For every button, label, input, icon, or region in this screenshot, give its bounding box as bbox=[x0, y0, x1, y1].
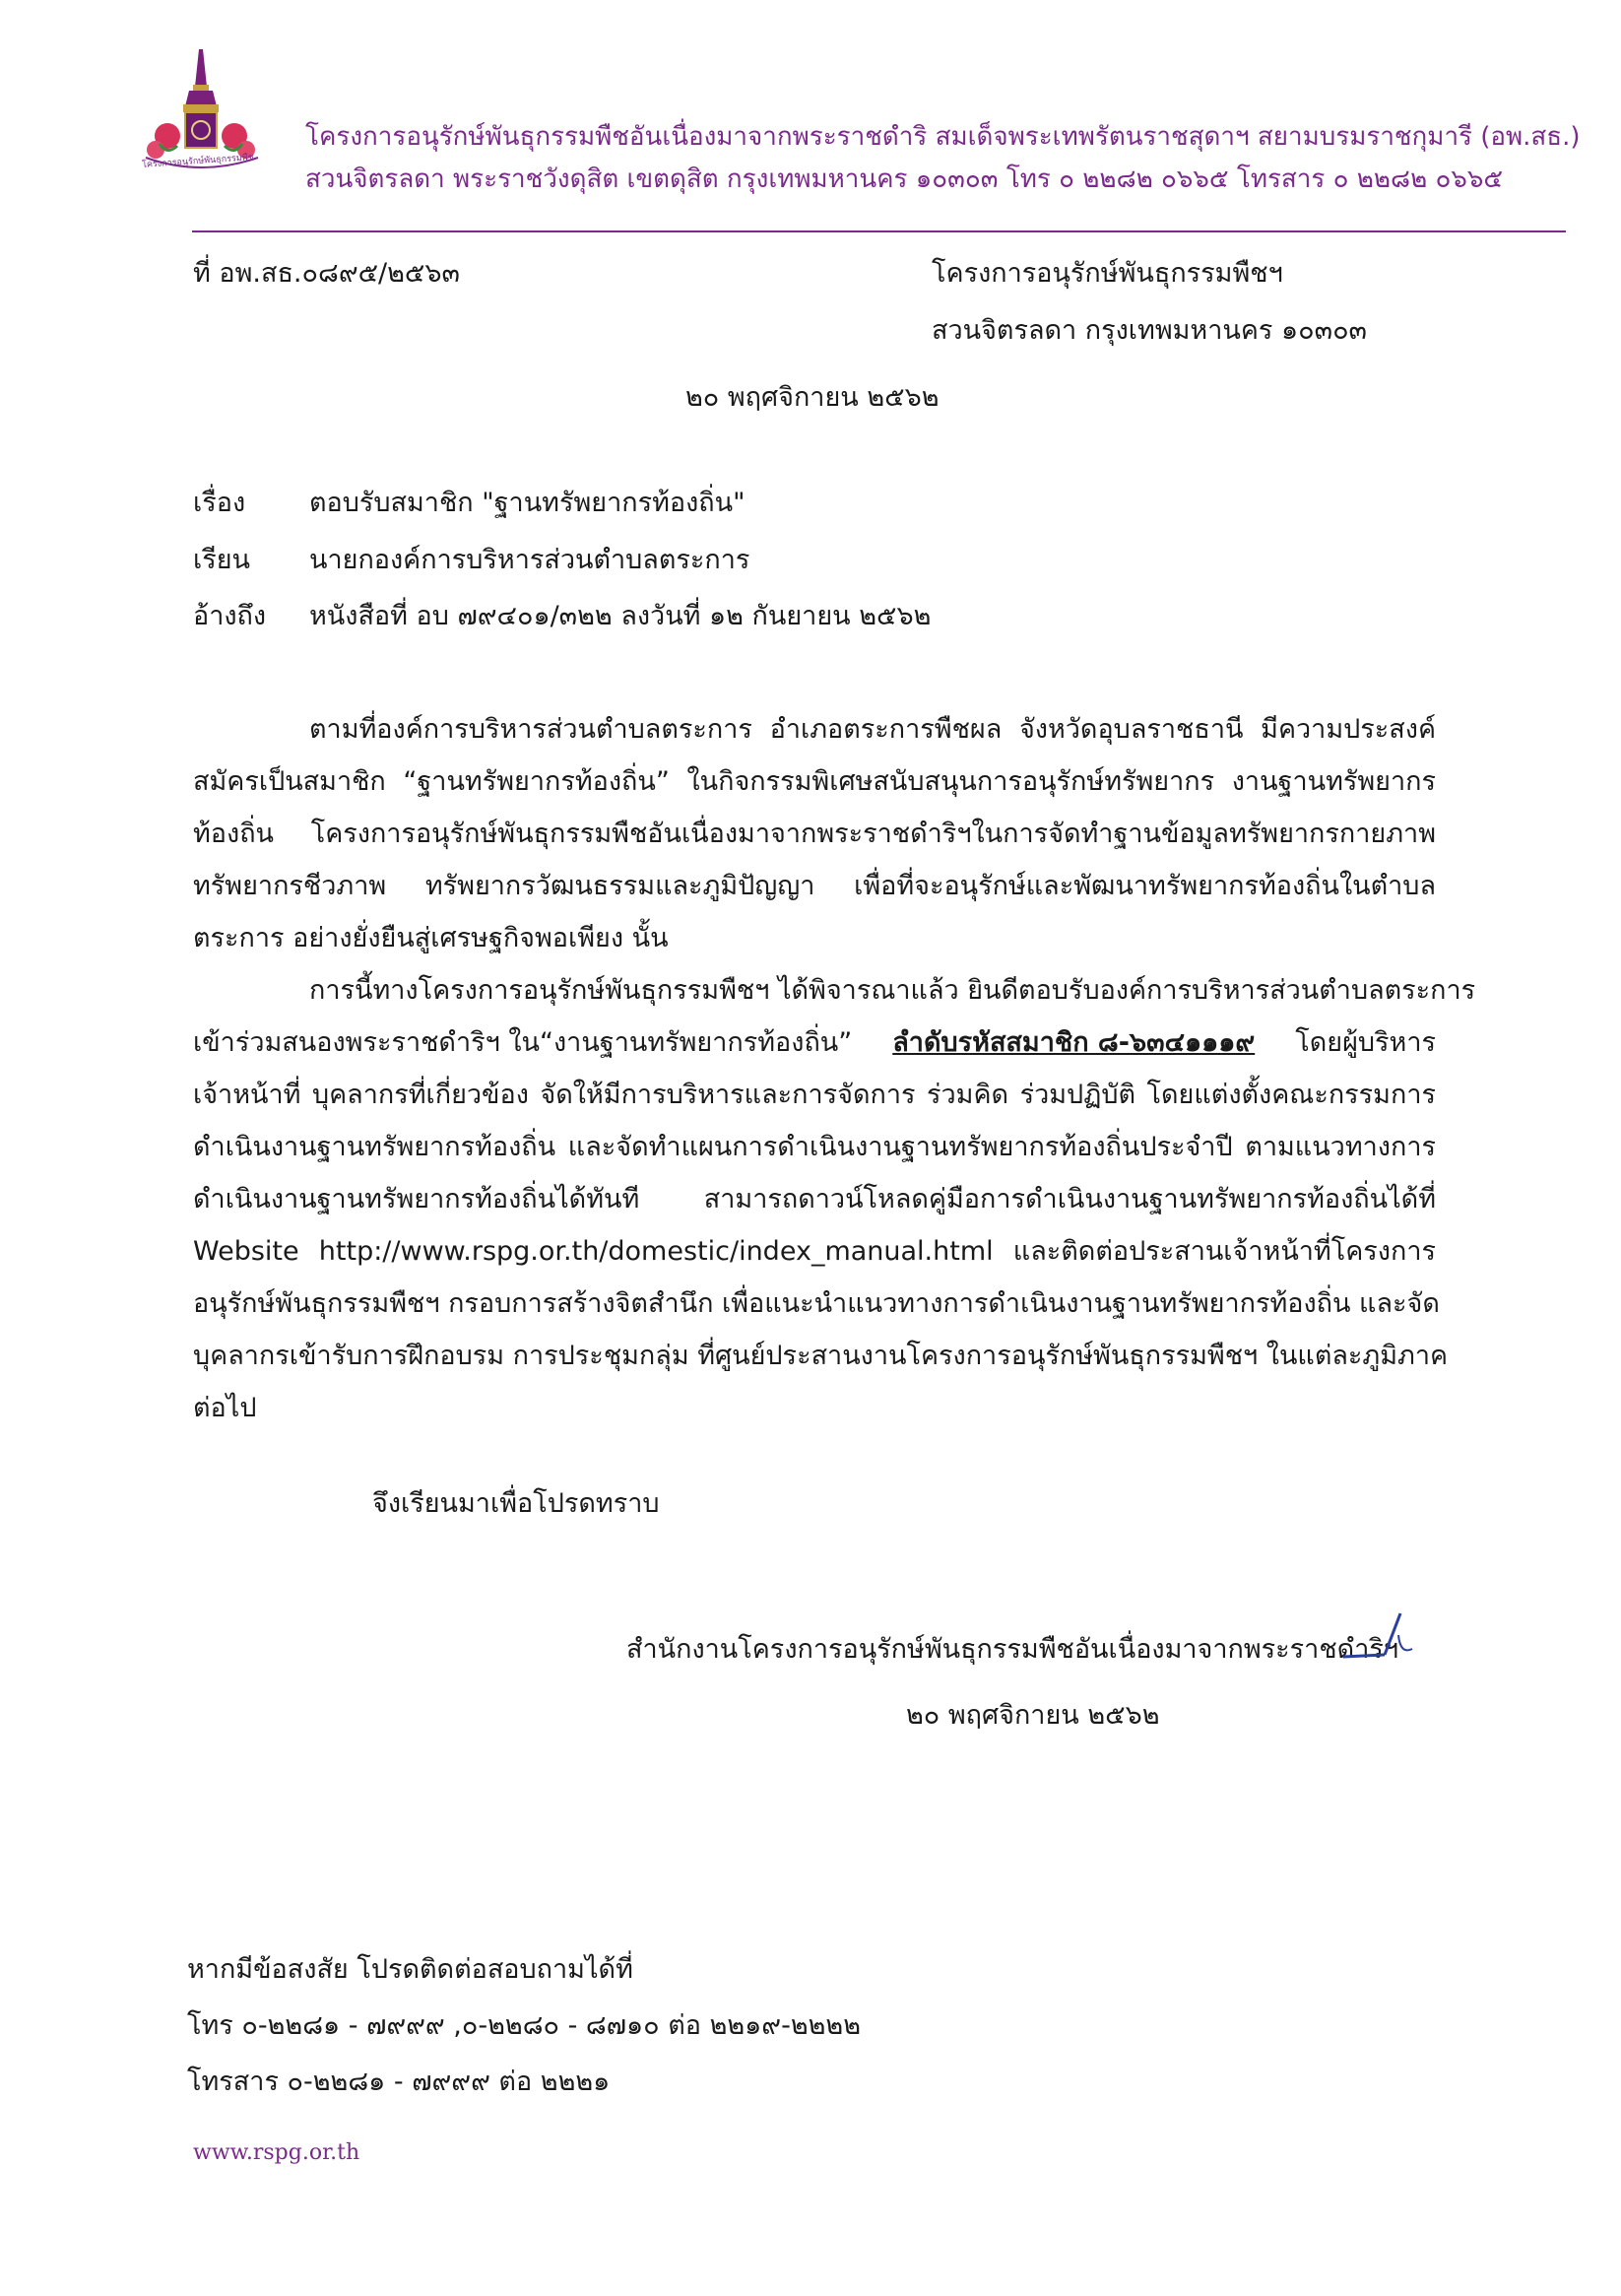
member-code: ลำดับรหัสสมาชิก ๘-๖๓๔๑๑๑๙ bbox=[892, 1027, 1256, 1058]
para2-line-member bbox=[193, 1020, 1436, 1063]
sender-address: สวนจิตรลดา กรุงเทพมหานคร ๑๐๓๐๓ bbox=[932, 315, 1368, 346]
signature-date: ๒๐ พฤศจิกายน ๒๕๖๒ bbox=[906, 1700, 1160, 1731]
para2-line: การนี้ทางโครงการอนุรักษ์พันธุกรรมพืชฯ ได้พิจารณาแล้ว ยินดีตอบรับองค์การบริหารส่วนตำบลตระการ bbox=[309, 975, 1476, 1006]
para2-line: เจ้าหน้าที่ บุคลากรที่เกี่ยวข้อง จัดให้มีการบริหารและการจัดการ ร่วมคิด ร่วมปฏิบัติ โดยแต่งตั้งคณะกรรมการ bbox=[193, 1080, 1436, 1110]
para1-line: สมัครเป็นสมาชิก “ฐานทรัพยากรท้องถิ่น” ในกิจกรรมพิเศษสนับสนุนการอนุรักษ์ทรัพยากร งานฐานทรัพยากร bbox=[193, 766, 1436, 797]
logo-caption: โครงการอนุรักษ์พันธุกรรมพืช bbox=[141, 153, 255, 170]
signatory: สำนักงานโครงการอนุรักษ์พันธุกรรมพืชอันเนื่องมาจากพระราชดำริฯ bbox=[626, 1634, 1399, 1665]
para2-line: ต่อไป bbox=[193, 1393, 257, 1423]
para2-line2-pre: เข้าร่วมสนองพระราชดำริฯ ใน“งานฐานทรัพยากรท้องถิ่น” bbox=[193, 1027, 853, 1058]
header-divider bbox=[192, 230, 1566, 232]
para1-line: ตามที่องค์การบริหารส่วนตำบลตระการ อำเภอตระการพืชผล จังหวัดอุบลราชธานี มีความประสงค์ bbox=[309, 714, 1436, 745]
signature bbox=[1341, 1606, 1420, 1665]
para1-line: ทรัพยากรชีวภาพ ทรัพยากรวัฒนธรรมและภูมิปัญญา เพื่อที่จะอนุรักษ์และพัฒนาทรัพยากรท้องถิ่นในตำบล bbox=[193, 871, 1436, 901]
reference-label: อ้างถึง bbox=[193, 601, 267, 631]
para2-line: อนุรักษ์พันธุกรรมพืชฯ กรอบการสร้างจิตสำนึก เพื่อแนะนำแนวทางการดำเนินงานฐานทรัพยากรท้องถิ่น และจัด bbox=[193, 1288, 1440, 1319]
para2-line2-post: โดยผู้บริหาร bbox=[1295, 1027, 1436, 1058]
recipient-value: นายกองค์การบริหารส่วนตำบลตระการ bbox=[309, 545, 750, 575]
contact-fax: โทรสาร ๐-๒๒๘๑ - ๗๙๙๙ ต่อ ๒๒๒๑ bbox=[187, 2066, 611, 2097]
header-title: โครงการอนุรักษ์พันธุกรรมพืชอันเนื่องมาจากพระราชดำริ สมเด็จพระเทพรัตนราชสุดาฯ สยามบรมราชกุมารี (อพ.สธ.) bbox=[305, 122, 1581, 152]
website-link[interactable]: www.rspg.or.th bbox=[193, 2140, 360, 2165]
sender-name: โครงการอนุรักษ์พันธุกรรมพืชฯ bbox=[932, 258, 1283, 289]
contact-phone: โทร ๐-๒๒๘๑ - ๗๙๙๙ ,๐-๒๒๘๐ - ๘๗๑๐ ต่อ ๒๒๑๙-๒๒๒๒ bbox=[187, 2010, 862, 2041]
header-address: สวนจิตรลดา พระราชวังดุสิต เขตดุสิต กรุงเทพมหานคร ๑๐๓๐๓ โทร ๐ ๒๒๘๒ ๐๖๖๕ โทรสาร ๐ ๒๒๘๒ ๐๖๖๕ bbox=[305, 164, 1504, 194]
para1-line: ท้องถิ่น โครงการอนุรักษ์พันธุกรรมพืชอันเนื่องมาจากพระราชดำริฯในการจัดทำฐานข้อมูลทรัพยากรกายภาพ bbox=[193, 819, 1436, 849]
subject-value: ตอบรับสมาชิก "ฐานทรัพยากรท้องถิ่น" bbox=[309, 488, 746, 518]
subject-label: เรื่อง bbox=[193, 488, 246, 518]
para1-line: ตระการ อย่างยั่งยืนสู่เศรษฐกิจพอเพียง นั้น bbox=[193, 923, 669, 953]
reference-number: ที่ อพ.สธ.๐๘๙๕/๒๕๖๓ bbox=[193, 258, 460, 289]
reference-value: หนังสือที่ อบ ๗๙๔๐๑/๓๒๒ ลงวันที่ ๑๒ กันยายน ๒๕๖๒ bbox=[309, 601, 932, 631]
para2-line: ดำเนินงานฐานทรัพยากรท้องถิ่นได้ทันที สามารถดาวน์โหลดคู่มือการดำเนินงานฐานทรัพยากรท้องถิ่นได้ที่ bbox=[193, 1184, 1436, 1214]
closing-text: จึงเรียนมาเพื่อโปรดทราบ bbox=[372, 1488, 660, 1519]
signature-mark-icon bbox=[1341, 1606, 1420, 1665]
rspg-logo bbox=[138, 47, 276, 175]
para2-line: ดำเนินงานฐานทรัพยากรท้องถิ่น และจัดทำแผนการดำเนินงานฐานทรัพยากรท้องถิ่นประจำปี ตามแนวทางการ bbox=[193, 1132, 1436, 1162]
contact-intro: หากมีข้อสงสัย โปรดติดต่อสอบถามได้ที่ bbox=[187, 1954, 633, 1985]
para2-line: Website http://www.rspg.or.th/domestic/index_manual.html และติดต่อประสานเจ้าหน้าที่โครงการ bbox=[193, 1236, 1436, 1267]
letter-date: ๒๐ พฤศจิกายน ๒๕๖๒ bbox=[685, 382, 940, 413]
para2-line: บุคลากรเข้ารับการฝึกอบรม การประชุมกลุ่ม ที่ศูนย์ประสานงานโครงการอนุรักษ์พันธุกรรมพืชฯ ในแต่ละภูมิภาค bbox=[193, 1341, 1449, 1371]
recipient-label: เรียน bbox=[193, 545, 251, 575]
